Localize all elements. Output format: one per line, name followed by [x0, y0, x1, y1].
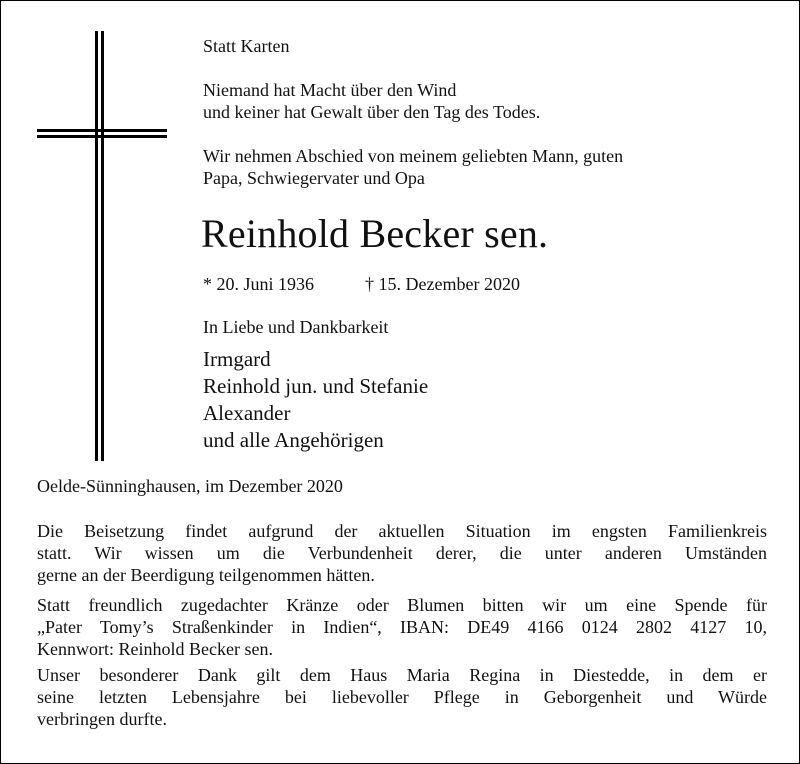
- farewell-line-1: Wir nehmen Abschied von meinem geliebten Mann, guten: [203, 146, 624, 166]
- birth-date: * 20. Juni 1936: [203, 274, 315, 294]
- paragraph-line: statt. Wir wissen um die Verbundenheit derer, die unter anderen Umständen: [37, 543, 767, 563]
- statt-karten: Statt Karten: [203, 36, 290, 56]
- burial-paragraph: [37, 520, 767, 586]
- quote-line-1: Niemand hat Macht über den Wind: [203, 80, 457, 100]
- paragraph-line: gerne an der Beerdigung teilgenommen hätten.: [37, 565, 375, 585]
- paragraph-line: seine letzten Lebensjahre bei liebevoller Pflege in Geborgenheit und Würde: [37, 687, 767, 707]
- paragraph-line: Die Beisetzung findet aufgrund der aktuellen Situation im engsten Familienkreis: [37, 521, 767, 541]
- place-date: Oelde-Sünninghausen, im Dezember 2020: [37, 476, 343, 496]
- death-date: † 15. Dezember 2020: [365, 274, 520, 294]
- mourner-name: Reinhold jun. und Stefanie: [203, 374, 429, 398]
- farewell-line-2: Papa, Schwiegervater und Opa: [203, 168, 425, 188]
- deceased-name: Reinhold Becker sen.: [201, 211, 549, 256]
- latin-cross-icon: [37, 31, 167, 461]
- thanks-paragraph: [37, 664, 767, 730]
- mourners-intro: In Liebe und Dankbarkeit: [203, 317, 389, 337]
- mourner-name: Alexander: [203, 401, 291, 425]
- paragraph-line: Kennwort: Reinhold Becker sen.: [37, 639, 273, 659]
- donation-paragraph: [37, 594, 767, 660]
- paragraph-line: Statt freundlich zugedachter Kränze oder Blumen bitten wir um eine Spende für: [37, 595, 767, 615]
- mourner-name: und alle Angehörigen: [203, 428, 384, 452]
- paragraph-line: Unser besonderer Dank gilt dem Haus Maria Regina in Diestedde, in dem er: [37, 665, 767, 685]
- quote-line-2: und keiner hat Gewalt über den Tag des Todes.: [203, 102, 541, 122]
- paragraph-line: verbringen durfte.: [37, 709, 167, 729]
- paragraph-line: „Pater Tomy’s Straßenkinder in Indien“, IBAN: DE49 4166 0124 2802 4127 10,: [37, 617, 767, 637]
- mourner-name: Irmgard: [203, 347, 271, 371]
